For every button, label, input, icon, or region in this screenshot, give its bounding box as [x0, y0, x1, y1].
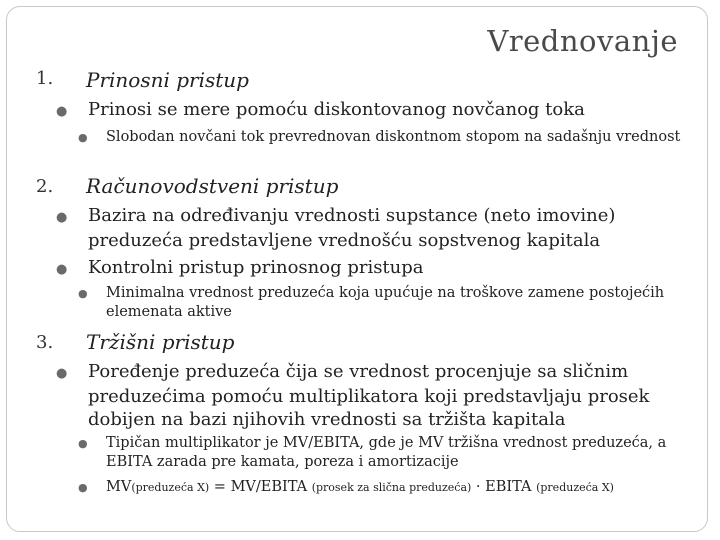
- formula-sub: (preduzeća X): [536, 481, 614, 494]
- formula-sub: (prosek za slična preduzeća): [311, 481, 472, 494]
- section-heading: Prinosni pristup: [86, 68, 249, 92]
- bullet-item: ● Bazira na određivanju vrednosti supstance (neto imovine) preduzeća predstavljene vrednošću sopstvenog kapitala: [56, 205, 616, 251]
- formula-mv: MV: [106, 479, 132, 495]
- section-number: 1.: [36, 68, 54, 89]
- bullet-icon: ●: [56, 366, 68, 381]
- section-number: 2.: [36, 176, 54, 197]
- section-number: 3.: [36, 332, 54, 353]
- bullet-icon: ●: [56, 210, 68, 225]
- sub-bullet-item: ● Slobodan novčani tok prevrednovan diskontnom stopom na sadašnju vrednost: [78, 129, 681, 145]
- bullet-item: ● Kontrolni pristup prinosnog pristupa: [72, 256, 708, 281]
- bullet-icon: ●: [56, 262, 68, 277]
- formula-eq: = MV/EBITA: [209, 479, 312, 495]
- bullet-icon: ●: [78, 287, 88, 300]
- section-heading: Računovodstveni pristup: [86, 174, 339, 198]
- sub-bullet-item: ● Minimalna vrednost preduzeća koja upućuje na troškove zamene postojećih elemenata aktive: [78, 285, 665, 320]
- bullet-icon: ●: [78, 131, 88, 144]
- slide-title: Vrednovanje: [487, 24, 678, 58]
- bullet-icon: ●: [78, 481, 88, 494]
- formula-sub: (preduzeća X): [131, 481, 210, 494]
- bullet-icon: ●: [78, 437, 88, 450]
- sub-bullet-item: ● Tipičan multiplikator je MV/EBITA, gde je MV tržišna vrednost preduzeća, a EBITA zarada pre kamata, poreza i amortizacije: [78, 435, 667, 470]
- section-heading: Tržišni pristup: [86, 330, 235, 354]
- bullet-icon: ●: [56, 104, 68, 119]
- bullet-item: ● Prinosi se mere pomoću diskontovanog novčanog toka: [72, 98, 708, 123]
- formula-dot: · EBITA: [471, 479, 537, 495]
- formula-bullet: [78, 478, 686, 497]
- bullet-item: ● Poređenje preduzeća čija se vrednost procenjuje sa sličnim preduzećima pomoću multiplikatora koji predstavljaju prosek dobijen na bazi njihovih vrednosti sa tržišta kapitala: [56, 361, 650, 430]
